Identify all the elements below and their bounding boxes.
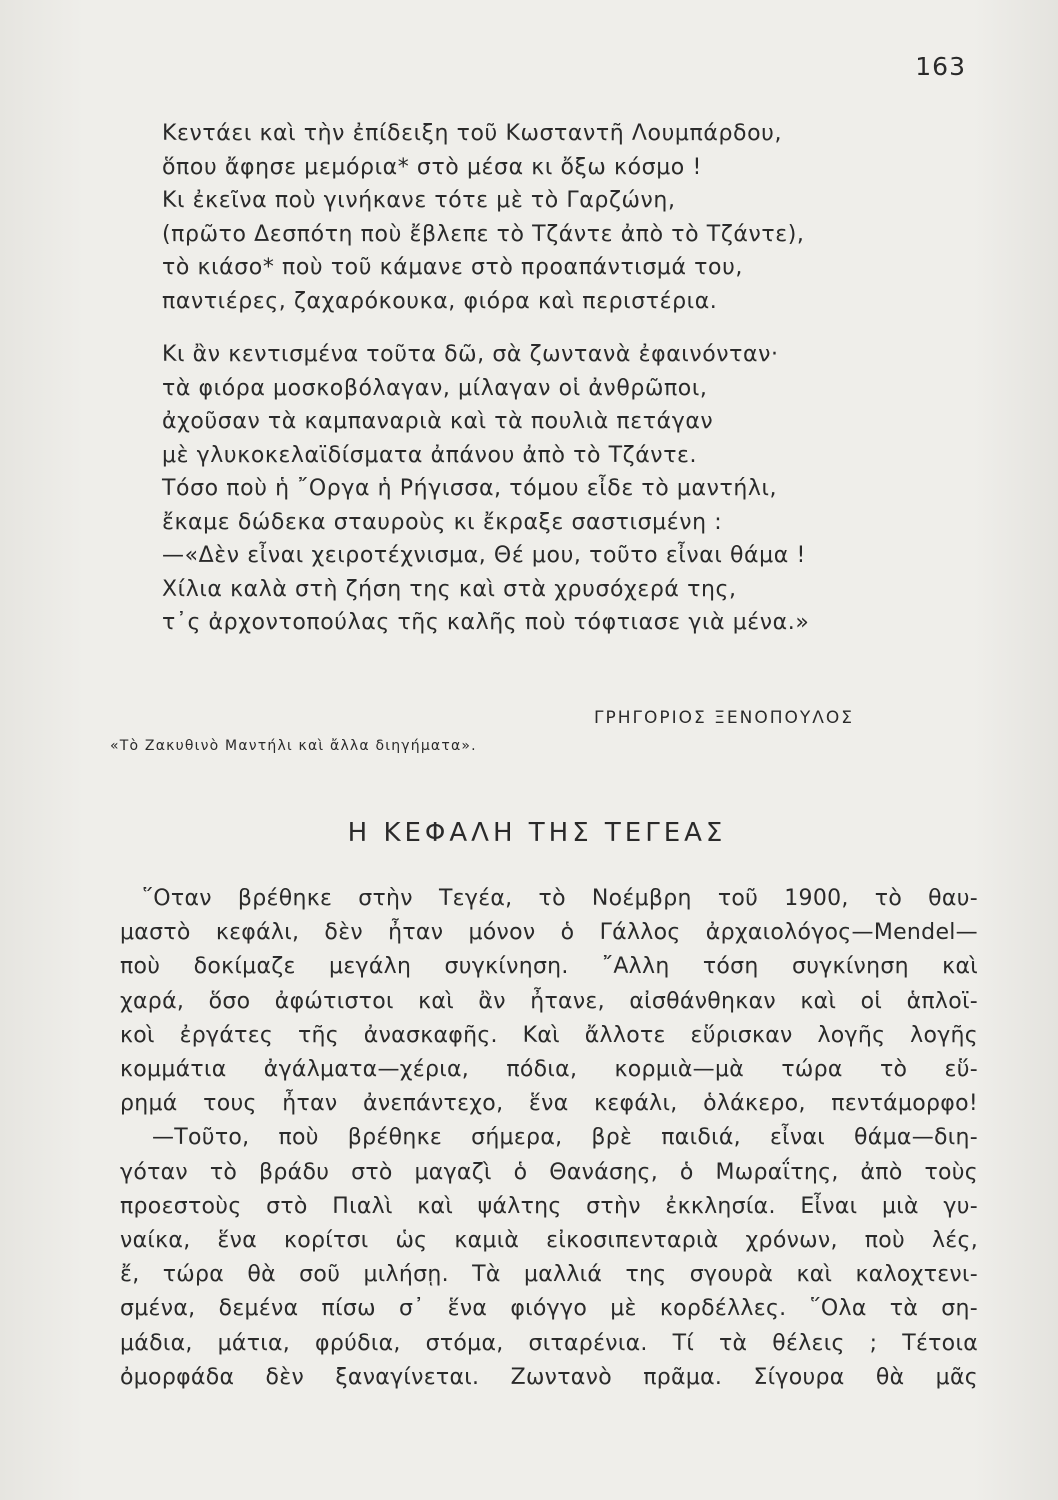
section-heading: Η ΚΕΦΑΛΗ ΤΗΣ ΤΕΓΕΑΣ <box>347 818 727 848</box>
page-number: 163 <box>915 52 966 81</box>
prose-line: μαστὸ κεφάλι, δὲν ἦταν μόνον ὁ Γάλλος ἀρχαιολόγος—Mendel— <box>120 920 978 946</box>
poem-line: Κεντάει καὶ τὴν ἐπίδειξη τοῦ Κωσταντῆ Λουμπάρδου, <box>162 121 783 146</box>
prose-line: κοὶ ἐργάτες τῆς ἀνασκαφῆς. Καὶ ἄλλοτε εὕρισκαν λογῆς λογῆς <box>120 1022 978 1048</box>
prose-line: μάδια, μάτια, φρύδια, στόμα, σιταρένια. Τί τὰ θέλεις ; Τέτοια <box>120 1330 978 1356</box>
poem-stanza-2 <box>162 338 992 640</box>
poem-author: ΓΡΗΓΟΡΙΟΣ ΞΕΝΟΠΟΥΛΟΣ <box>594 708 855 728</box>
poem-line: Κι ἐκεῖνα ποὺ γινήκανε τότε μὲ τὸ Γαρζώνη, <box>162 188 676 213</box>
poem-line: παντιέρες, ζαχαρόκουκα, φιόρα καὶ περιστέρια. <box>162 288 718 314</box>
poem-stanza-1 <box>162 117 992 318</box>
prose-line: —Τοῦτο, ποὺ βρέθηκε σήμερα, βρὲ παιδιά, εἶναι θάμα—διη- <box>152 1125 978 1151</box>
prose-line: γόταν τὸ βράδυ στὸ μαγαζὶ ὁ Θανάσης, ὁ Μωραΐτης, ἀπὸ τοὺς <box>120 1159 978 1185</box>
poem-line: (πρῶτο Δεσπότη ποὺ ἔβλεπε τὸ Τζάντε ἀπὸ τὸ Τζάντε), <box>162 221 805 247</box>
prose-line: ναίκα, ἕνα κορίτσι ὡς καμιὰ εἰκοσιπενταριὰ χρόνων, ποὺ λές, <box>120 1228 978 1254</box>
prose-paragraphs <box>120 882 978 1395</box>
poem-line: τὰ φιόρα μοσκοβόλαγαν, μίλαγαν οἱ ἀνθρῶποι, <box>162 375 708 401</box>
prose-line: ποὺ δοκίμαζε μεγάλη συγκίνηση. ῎Αλλη τόση συγκίνηση καὶ <box>120 954 978 980</box>
poem-line: τ᾽ς ἀρχοντοπούλας τῆς καλῆς ποὺ τόφτιασε γιὰ μένα.» <box>162 610 810 635</box>
prose-line: κομμάτια ἀγάλματα—χέρια, πόδια, κορμιὰ—μὰ τώρα τὸ εὕ- <box>120 1057 978 1083</box>
prose-line: προεστοὺς στὸ Πιαλὶ καὶ ψάλτης στὴν ἐκκλησία. Εἶναι μιὰ γυ- <box>120 1193 978 1219</box>
poem-source: «Τὸ Ζακυθινὸ Μαντήλι καὶ ἄλλα διηγήματα». <box>110 738 477 754</box>
poem-line: ὅπου ἄφησε μεμόρια* στὸ μέσα κι ὄξω κόσμο ! <box>162 154 702 180</box>
poem-line: τὸ κιάσο* ποὺ τοῦ κάμανε στὸ προαπάντισμά του, <box>162 255 744 280</box>
prose-line: ρημά τους ἦταν ἀνεπάντεχο, ἕνα κεφάλι, ὁλάκερο, πεντάμορφο! <box>120 1091 978 1117</box>
poem-line: Τόσο ποὺ ἡ ῎Οργα ἡ Ρήγισσα, τόμου εἶδε τὸ μαντήλι, <box>162 476 778 501</box>
poem-line: μὲ γλυκοκελαϊδίσματα ἀπάνου ἀπὸ τὸ Τζάντε. <box>162 442 698 468</box>
poem-line: Κι ἂν κεντισμένα τοῦτα δῶ, σὰ ζωντανὰ ἐφαινόνταν· <box>162 342 779 367</box>
poem-line: Χίλια καλὰ στὴ ζήση της καὶ στὰ χρυσόχερά της, <box>162 576 737 602</box>
prose-line: ῞Οταν βρέθηκε στὴν Τεγέα, τὸ Νοέμβρη τοῦ 1900, τὸ θαυ- <box>142 886 978 911</box>
prose-line: ἔ, τώρα θὰ σοῦ μιλήσῃ. Τὰ μαλλιά της σγουρὰ καὶ καλοχτενι- <box>120 1262 978 1288</box>
poem-line: ἔκαμε δώδεκα σταυροὺς κι ἔκραξε σαστισμένη : <box>162 509 723 535</box>
poem-line: —«Δὲν εἶναι χειροτέχνισμα, Θέ μου, τοῦτο εἶναι θάμα ! <box>162 543 806 568</box>
poem <box>162 117 992 640</box>
prose-line: σμένα, δεμένα πίσω σ᾽ ἕνα φιόγγο μὲ κορδέλλες. ῞Ολα τὰ ση- <box>120 1296 978 1322</box>
prose-line: χαρά, ὅσο ἀφώτιστοι καὶ ἂν ἦτανε, αἰσθάνθηκαν καὶ οἱ ἁπλοϊ- <box>120 988 978 1014</box>
prose-line: ὀμορφάδα δὲν ξαναγίνεται. Ζωντανὸ πρᾶμα. Σίγουρα θὰ μᾶς <box>120 1364 978 1390</box>
poem-line: ἀχοῦσαν τὰ καμπαναριὰ καὶ τὰ πουλιὰ πετάγαν <box>162 409 714 434</box>
